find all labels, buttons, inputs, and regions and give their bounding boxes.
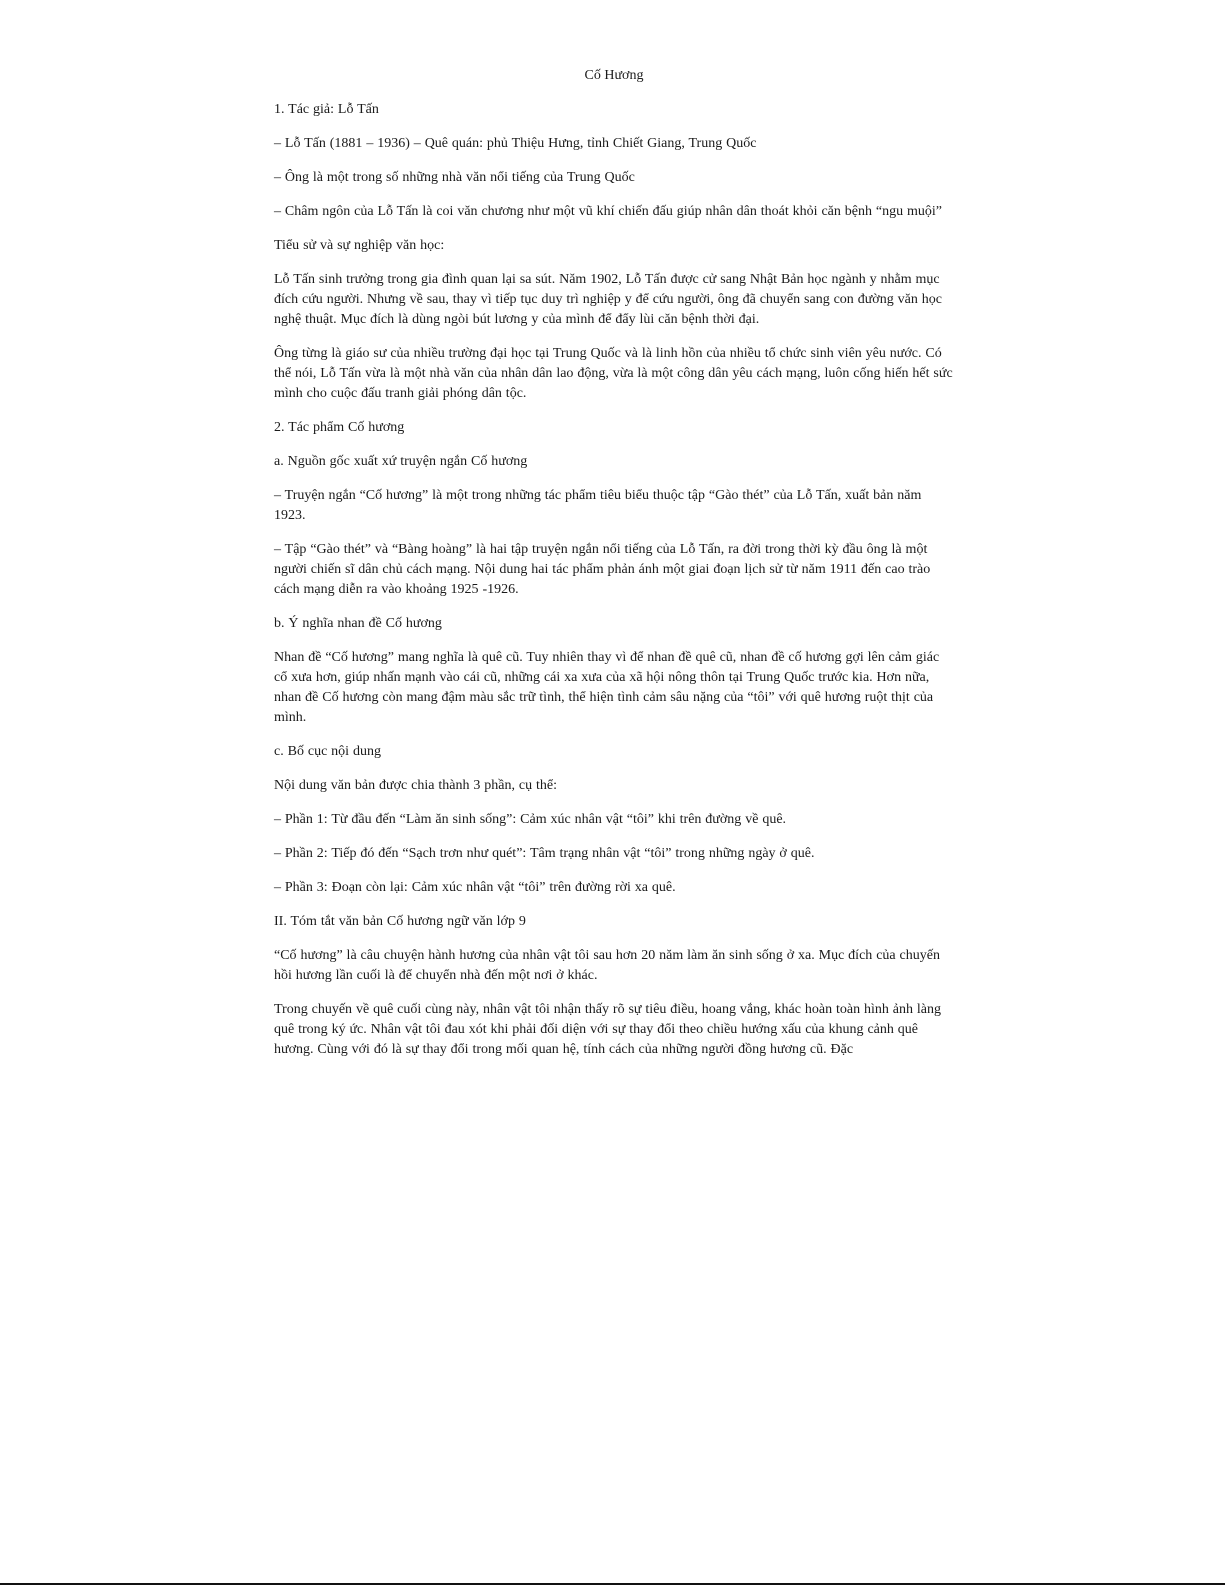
paragraph: Nhan đề “Cố hương” mang nghĩa là quê cũ. Tuy nhiên thay vì để nhan đề quê cũ, nhan đề cố hương gợi lên cảm giác cổ xưa hơn, giúp nhấn mạnh vào cái cũ, những cái xa xưa của xã hội nông thôn tại Trung Quốc trước kia. Hơn nữa, nhan đề Cố hương còn mang đậm màu sắc trữ tình, thể hiện tình cảm sâu nặng của “tôi” với quê hương ruột thịt của mình.	[274, 650, 940, 725]
paragraph: Tiểu sử và sự nghiệp văn học:	[274, 238, 445, 253]
paragraph: II. Tóm tắt văn bản Cố hương ngữ văn lớp 9	[274, 914, 526, 929]
paragraph: – Tập “Gào thét” và “Bàng hoàng” là hai tập truyện ngắn nổi tiếng của Lỗ Tấn, ra đời trong thời kỳ đầu ông là một người chiến sĩ dân chủ cách mạng. Nội dung hai tác phẩm phản ánh một giai đoạn lịch sử từ năm 1911 đến cao trào cách mạng diễn ra vào khoảng 1925 -1926.	[274, 542, 931, 597]
paragraph: – Lỗ Tấn (1881 – 1936) – Quê quán: phủ Thiệu Hưng, tỉnh Chiết Giang, Trung Quốc	[274, 136, 757, 151]
document-title: Cố Hương	[584, 68, 644, 83]
paragraph: 2. Tác phẩm Cố hương	[274, 420, 405, 435]
paragraph: 1. Tác giả: Lỗ Tấn	[274, 102, 379, 117]
paragraph: – Ông là một trong số những nhà văn nổi tiếng của Trung Quốc	[274, 170, 635, 185]
document-page	[274, 66, 954, 1074]
paragraph: Trong chuyến về quê cuối cùng này, nhân vật tôi nhận thấy rõ sự tiêu điều, hoang vắng, khác hoàn toàn hình ảnh làng quê trong ký ức. Nhân vật tôi đau xót khi phải đối diện với sự thay đổi theo chiều hướng xấu của khung cảnh quê hương. Cùng với đó là sự thay đổi trong mối quan hệ, tính cách của những người đồng hương cũ. Đặc	[274, 1002, 941, 1057]
paragraph: Ông từng là giáo sư của nhiều trường đại học tại Trung Quốc và là linh hồn của nhiều tổ chức sinh viên yêu nước. Có thể nói, Lỗ Tấn vừa là một nhà văn của nhân dân lao động, vừa là một công dân yêu cách mạng, luôn cống hiến hết sức mình cho cuộc đấu tranh giải phóng dân tộc.	[274, 346, 953, 401]
paragraph: – Phần 2: Tiếp đó đến “Sạch trơn như quét”: Tâm trạng nhân vật “tôi” trong những ngày ở quê.	[274, 846, 815, 861]
paragraph: – Phần 1: Từ đầu đến “Làm ăn sinh sống”: Cảm xúc nhân vật “tôi” khi trên đường về quê.	[274, 812, 787, 827]
paragraph: – Châm ngôn của Lỗ Tấn là coi văn chương như một vũ khí chiến đấu giúp nhân dân thoát khỏi căn bệnh “ngu muội”	[274, 204, 942, 219]
paragraph: – Phần 3: Đoạn còn lại: Cảm xúc nhân vật “tôi” trên đường rời xa quê.	[274, 880, 676, 895]
paragraph: “Cố hương” là câu chuyện hành hương của nhân vật tôi sau hơn 20 năm làm ăn sinh sống ở xa. Mục đích của chuyến hồi hương lần cuối là để chuyển nhà đến một nơi ở khác.	[274, 948, 940, 983]
paragraph: a. Nguồn gốc xuất xứ truyện ngắn Cố hương	[274, 454, 528, 469]
paragraph: b. Ý nghĩa nhan đề Cố hương	[274, 616, 442, 631]
paragraph: c. Bố cục nội dung	[274, 744, 381, 759]
paragraph: Nội dung văn bản được chia thành 3 phần, cụ thể:	[274, 778, 557, 793]
paragraph: – Truyện ngắn “Cố hương” là một trong những tác phẩm tiêu biểu thuộc tập “Gào thét” của Lỗ Tấn, xuất bản năm 1923.	[274, 488, 922, 523]
paragraph: Lỗ Tấn sinh trưởng trong gia đình quan lại sa sút. Năm 1902, Lỗ Tấn được cử sang Nhật Bản học ngành y nhằm mục đích cứu người. Nhưng về sau, thay vì tiếp tục duy trì nghiệp y để cứu người, ông đã chuyển sang con đường văn học nghệ thuật. Mục đích là dùng ngòi bút lương y của mình để đẩy lùi căn bệnh thời đại.	[274, 272, 942, 327]
